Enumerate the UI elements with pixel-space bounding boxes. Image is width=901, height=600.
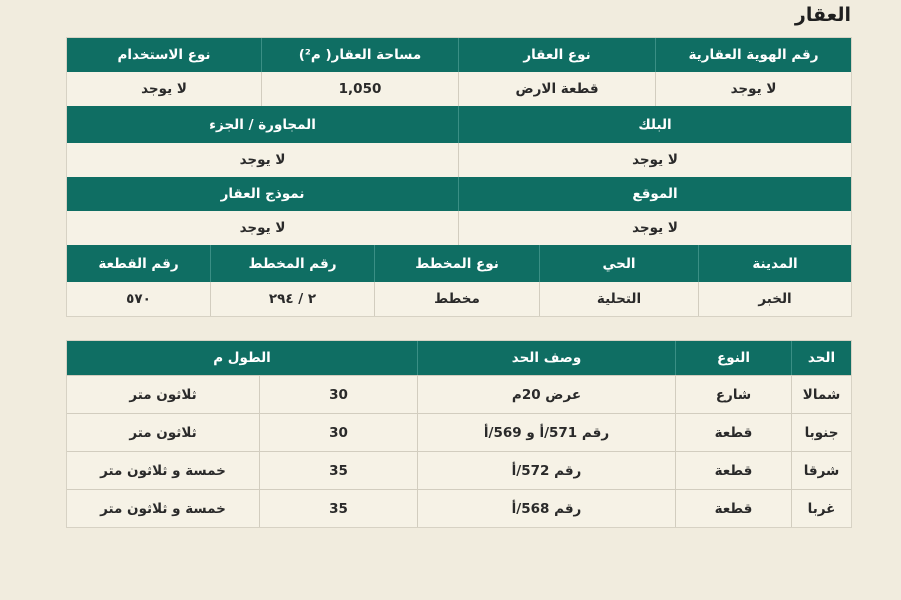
- header-description: وصف الحد: [417, 341, 675, 375]
- cell-length: 35: [259, 452, 417, 489]
- cell-type: قطعة: [675, 414, 791, 451]
- header-type: النوع: [675, 341, 791, 375]
- value-plan-type: مخطط: [374, 282, 539, 316]
- table-row: [67, 489, 851, 527]
- cell-length-words: ثلاثون متر: [129, 424, 197, 441]
- header-plot-number: رقم القطعة: [98, 255, 179, 272]
- table-header-row: [67, 38, 851, 72]
- value-property-type: قطعة الارض: [458, 72, 655, 106]
- header-city: المدينة: [698, 245, 851, 282]
- value-city: الخبر: [698, 282, 851, 316]
- cell-type: قطعة: [675, 452, 791, 489]
- value-plan-number: ٢ / ٢٩٤: [210, 282, 374, 316]
- cell-side: شرقا: [791, 452, 851, 489]
- header-property-model: نموذج العقار: [220, 186, 305, 202]
- header-side: الحد: [791, 341, 851, 375]
- cell-length: 30: [259, 376, 417, 413]
- cell-length-words: ثلاثون متر: [129, 386, 197, 403]
- table-row: [67, 451, 851, 489]
- header-plan-number: رقم المخطط: [210, 245, 374, 282]
- table-value-row: [67, 143, 851, 177]
- cell-length: 35: [259, 490, 417, 527]
- value-location: لا يوجد: [458, 211, 851, 245]
- cell-length-words: خمسة و ثلاثون متر: [100, 500, 226, 517]
- value-property-id: لا يوجد: [655, 72, 851, 106]
- value-district: التحلية: [539, 282, 698, 316]
- cell-type: قطعة: [675, 490, 791, 527]
- cell-side: غربا: [791, 490, 851, 527]
- cell-description: رقم 568/أ: [417, 490, 675, 527]
- bounds-table: [66, 340, 852, 528]
- header-length: الطول م: [213, 350, 271, 366]
- property-info-table: [66, 37, 852, 317]
- cell-type: شارع: [675, 376, 791, 413]
- table-header-row: [67, 106, 851, 143]
- table-value-row: [67, 282, 851, 316]
- table-header-row: [67, 341, 851, 375]
- cell-description: رقم 572/أ: [417, 452, 675, 489]
- header-property-area: مساحة العقار( م²): [261, 38, 458, 72]
- table-value-row: [67, 72, 851, 106]
- header-plan-type: نوع المخطط: [374, 245, 539, 282]
- header-block: البلك: [458, 106, 851, 143]
- table-header-row: [67, 245, 851, 282]
- header-property-id: رقم الهوية العقارية: [655, 38, 851, 72]
- table-row: [67, 413, 851, 451]
- section-title: العقار: [794, 4, 851, 26]
- header-neighborhood-part: المجاورة / الجزء: [209, 116, 316, 133]
- cell-side: جنوبا: [791, 414, 851, 451]
- value-plot-number: ٥٧٠: [126, 291, 151, 307]
- cell-description: رقم 571/أ و 569/أ: [417, 414, 675, 451]
- table-header-row: [67, 177, 851, 211]
- value-property-model: لا يوجد: [239, 220, 286, 236]
- table-row: [67, 375, 851, 413]
- value-property-area: 1,050: [261, 72, 458, 106]
- cell-length: 30: [259, 414, 417, 451]
- value-block: لا يوجد: [458, 143, 851, 177]
- header-location: الموقع: [458, 177, 851, 211]
- cell-description: عرض 20م: [417, 376, 675, 413]
- value-usage-type: لا يوجد: [141, 81, 187, 97]
- value-neighborhood-part: لا يوجد: [239, 152, 286, 168]
- header-property-type: نوع العقار: [458, 38, 655, 72]
- cell-length-words: خمسة و ثلاثون متر: [100, 462, 226, 479]
- table-value-row: [67, 211, 851, 245]
- header-district: الحي: [539, 245, 698, 282]
- header-usage-type: نوع الاستخدام: [117, 47, 211, 63]
- cell-side: شمالا: [791, 376, 851, 413]
